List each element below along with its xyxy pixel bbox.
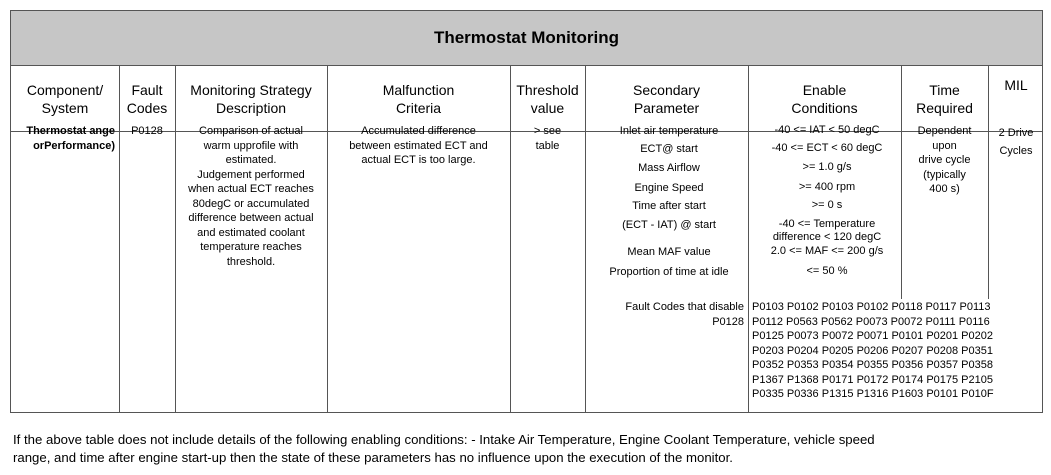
malfunction-cell: Accumulated difference between estimated ECT and actual ECT is too large.	[349, 125, 488, 166]
secondary-param: (ECT - IAT) @ start	[622, 219, 716, 231]
header-malfunction: Malfunction Criteria	[382, 81, 455, 116]
enable-condition: difference < 120 degC	[772, 231, 882, 243]
disable-codes-line: P0335 P0336 P1315 P1316 P1603 P0101 P010F	[752, 388, 994, 400]
header-time: Time Required	[916, 81, 973, 116]
secondary-param: Mass Airflow	[638, 162, 700, 174]
enable-condition: >= 400 rpm	[798, 181, 856, 193]
disable-codes-line: P0103 P0102 P0103 P0102 P0118 P0117 P0113	[752, 301, 991, 313]
disable-codes-line: P1367 P1368 P0171 P0172 P0174 P0175 P2105	[752, 373, 993, 386]
disable-codes-line: P0203 P0204 P0205 P0206 P0207 P0208 P0351	[752, 344, 993, 357]
mil-cell: 2 Drive Cycles	[998, 127, 1034, 157]
header-component: Component/ System	[26, 81, 104, 116]
fault-code-cell: P0128	[131, 125, 163, 137]
secondary-param: Time after start	[632, 200, 706, 212]
header-secondary: Secondary Parameter	[633, 81, 700, 116]
enable-condition: 2.0 <= MAF <= 200 g/s	[770, 245, 884, 257]
secondary-param: ECT@ start	[640, 143, 698, 155]
header-enable: Enable Conditions	[791, 81, 858, 116]
secondary-param: Mean MAF value	[627, 246, 711, 258]
secondary-param: Inlet air temperature	[619, 125, 719, 137]
enable-condition: -40 <= IAT < 50 degC	[774, 124, 880, 136]
disable-label: Fault Codes that disable P0128	[625, 301, 744, 328]
component-cell: Thermostat ange orPerformance)	[26, 125, 115, 152]
threshold-cell: > see table	[533, 125, 562, 152]
enable-condition: -40 <= ECT < 60 degC	[771, 142, 883, 154]
header-strategy: Monitoring Strategy Description	[190, 81, 312, 116]
header-mil: MIL	[1004, 77, 1028, 93]
header-threshold: Threshold value	[516, 81, 579, 116]
disable-codes-line: P0112 P0563 P0562 P0073 P0072 P0111 P0116	[752, 315, 990, 328]
strategy-cell: Comparison of actual warm upprofile with estimated. Judgement performed when actual ECT reaches 80degC or accumulated difference between actual and estimated coolant temperature reaches threshold.	[188, 125, 314, 268]
disable-codes-line: P0352 P0353 P0354 P0355 P0356 P0357 P0358	[752, 359, 993, 371]
thermostat-table	[10, 10, 1043, 413]
secondary-param: Engine Speed	[634, 182, 704, 194]
enable-condition: <= 50 %	[806, 265, 848, 277]
disable-codes-list	[752, 300, 1042, 402]
enable-condition: >= 0 s	[811, 199, 843, 211]
secondary-param: Proportion of time at idle	[609, 266, 729, 278]
time-required-cell: Dependent upon drive cycle (typically 400 s)	[917, 125, 972, 195]
footnote: If the above table does not include details of the following enabling conditions: - Intake Air Temperature, Engine Coolant Temperature, vehicle speed range, and time after engine start-up then the state of these parameters has no influence upon the execution of the monitor.	[13, 432, 875, 465]
enable-condition: -40 <= Temperature	[778, 218, 876, 230]
table-title: Thermostat Monitoring	[11, 11, 1042, 66]
disable-codes-line: P0125 P0073 P0072 P0071 P0101 P0201 P0202	[752, 330, 993, 342]
header-fault-codes: Fault Codes	[126, 81, 168, 116]
enable-condition: >= 1.0 g/s	[802, 161, 852, 173]
